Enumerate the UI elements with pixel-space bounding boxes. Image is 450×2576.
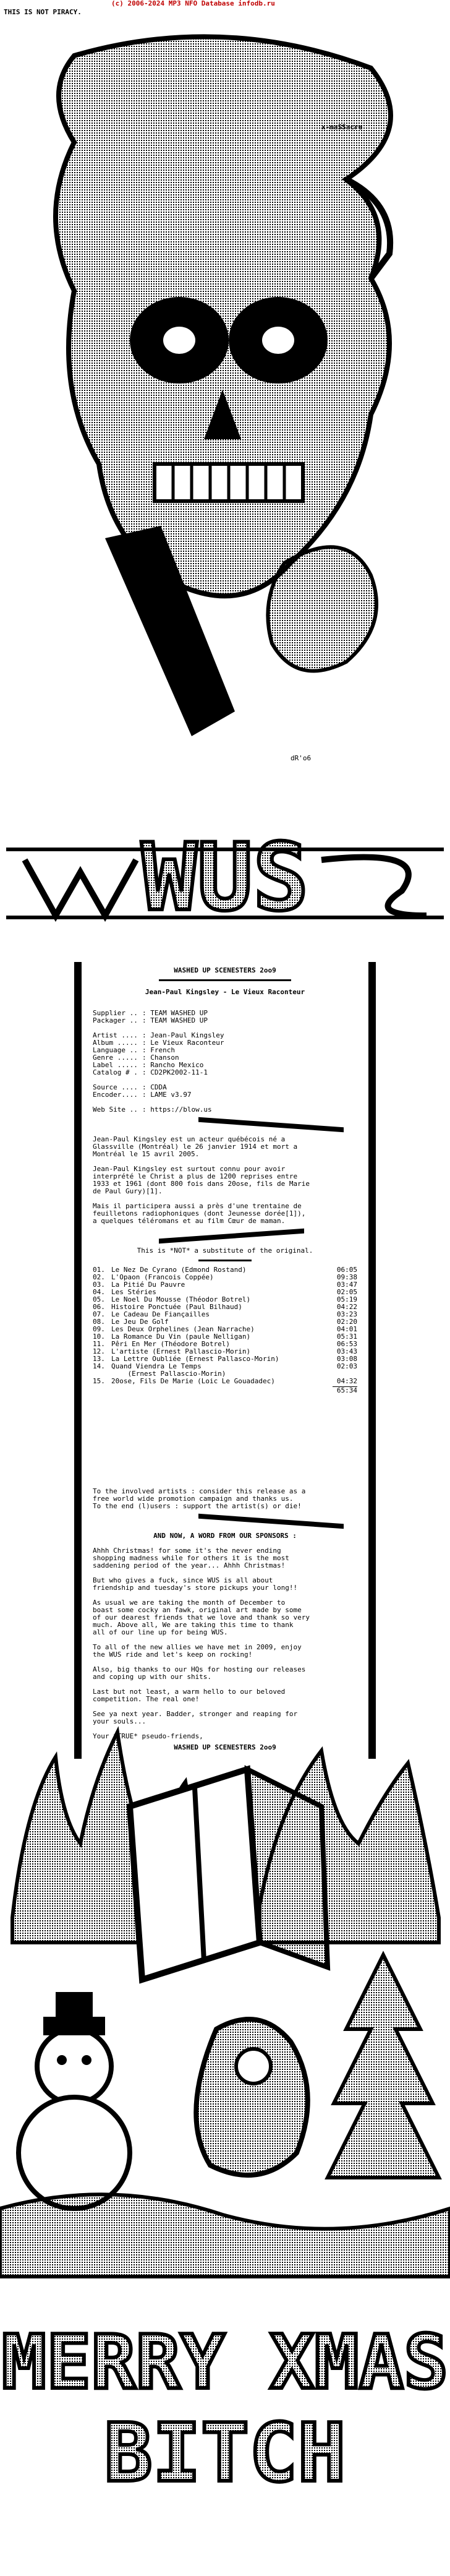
sponsors-paragraph: Ahhh Christmas! for some it's the never ending shopping madness while for others it is the most saddening period of the year... Ahhh Christmas! bbox=[93, 1547, 289, 1569]
credit-row: Supplier .. : TEAM WASHED UP bbox=[93, 1009, 208, 1017]
track-row: 15. 20ose, Fils De Marie (Loic Le Gouadadec) 04:32 bbox=[93, 1377, 357, 1385]
skull-artwork bbox=[0, 19, 450, 965]
total-time: 65:34 bbox=[336, 1386, 357, 1394]
info-block bbox=[74, 962, 376, 1488]
track-row: 14. Quand Viendra Le Temps 02:03 bbox=[93, 1362, 357, 1370]
track-row: 04. Les Stéries 02:05 bbox=[93, 1288, 357, 1296]
credit-row: Catalog # . : CD2PK2002-11-1 bbox=[93, 1068, 208, 1076]
track-row: 11. Pêri En Mer (Théodore Botrel) 06:53 bbox=[93, 1340, 357, 1348]
track-row: (Ernest Pallascio-Morin) bbox=[111, 1370, 226, 1378]
credit-row: Artist .... : Jean-Paul Kingsley bbox=[93, 1031, 224, 1039]
bio-paragraph: Mais il participera aussi a près d'une trentaine de feuilletons radiophoniques (dont Jeunesse dorée[1]), a quelques téléromans et au film Cœur de maman. bbox=[93, 1202, 306, 1225]
credit-row: Source .... : CDDA bbox=[93, 1083, 167, 1091]
bio-paragraph: Jean-Paul Kingsley est un acteur québécois né a Glassville (Montréal) le 26 janvier 1914 et mort a Montréal le 15 avril 2005. bbox=[93, 1135, 298, 1158]
bio-paragraph: Jean-Paul Kingsley est surtout connu pour avoir interprété le Christ a plus de 1200 reprises entre 1933 et 1961 (dont 800 fois dans 20ose, fils de Marie de Paul Gury)[1]. bbox=[93, 1165, 310, 1195]
track-row: 02. L'Opaon (Francois Coppée) 09:38 bbox=[93, 1273, 357, 1281]
sponsors-paragraph: But who gives a fuck, since WUS is all about friendship and tuesday's store pickups your long!! bbox=[93, 1576, 298, 1592]
sponsors-paragraph: Last but not least, a warm hello to our beloved competition. The real one! bbox=[93, 1688, 286, 1703]
divider bbox=[198, 1117, 344, 1132]
svg-text:WUS: WUS bbox=[141, 824, 309, 932]
bottom-signature: dR'o6 bbox=[291, 754, 312, 762]
sponsors-paragraph: To all of the new allies we have met in 2009, enjoy the WUS ride and let's keep on rocking! bbox=[93, 1643, 302, 1659]
wus-logo bbox=[6, 824, 444, 932]
bottom-artwork bbox=[0, 1683, 450, 2574]
credit-row: Label ..... : Rancho Mexico bbox=[93, 1061, 204, 1069]
credit-row: Language .. : French bbox=[93, 1046, 175, 1054]
divider bbox=[198, 1514, 344, 1529]
credit-row: Web Site .. : https://blow.us bbox=[93, 1106, 212, 1114]
divider bbox=[198, 1260, 252, 1261]
divider bbox=[159, 979, 291, 981]
credit-row: Genre ..... : Chanson bbox=[93, 1054, 179, 1062]
substitute-note: This is *NOT* a substitute of the original. bbox=[137, 1247, 313, 1255]
track-row: 13. La Lettre Oubliée (Ernest Pallasco-Morin) 03:08 bbox=[93, 1355, 357, 1363]
top-header bbox=[0, 0, 450, 15]
credit-row: Packager .. : TEAM WASHED UP bbox=[93, 1016, 208, 1024]
top-signature: x-maSSacre bbox=[321, 123, 363, 131]
track-row: 03. La Pitié Du Pauvre 03:47 bbox=[93, 1281, 357, 1289]
group-name: WASHED UP SCENESTERS 2oo9 bbox=[174, 966, 276, 974]
sponsors-title: AND NOW, A WORD FROM OUR SPONSORS : bbox=[153, 1532, 297, 1540]
track-row: 01. Le Nez De Cyrano (Edmond Rostand) 06:05 bbox=[93, 1266, 357, 1274]
sponsors-paragraph: As usual we are taking the month of December to boast some cocky an fawk, original art made by some of our dearest friends that we love and thank so very much. Above all, We are taking this time to thank all of our line up for being WUS. bbox=[93, 1599, 310, 1636]
track-row: 08. Le Jeu De Golf 02:20 bbox=[93, 1318, 357, 1326]
track-row: 07. Le Cadeau De Fiançailles 03:23 bbox=[93, 1310, 357, 1318]
credits-list bbox=[93, 1010, 357, 1114]
top-artwork bbox=[0, 19, 450, 965]
sponsors-paragraph: Also, big thanks to our HQs for hosting our releases and coping up with our shits. bbox=[93, 1665, 306, 1681]
track-row: 06. Histoire Ponctuée (Paul Bilhaud) 04:22 bbox=[93, 1303, 357, 1311]
notice-line: THIS IS NOT PIRACY. bbox=[4, 8, 82, 16]
footer-group: WASHED UP SCENESTERS 2oo9 bbox=[174, 1743, 276, 1751]
xmas-logo bbox=[2, 2320, 448, 2500]
track-row: 09. Les Deux Orphelines (Jean Narrache) 04:01 bbox=[93, 1325, 357, 1333]
svg-text:MERRY XMAS: MERRY XMAS bbox=[1, 2320, 449, 2406]
svg-text:BITCH: BITCH bbox=[104, 2406, 346, 2500]
divider bbox=[159, 1229, 304, 1243]
involved-note: To the involved artists : consider this release as a free world wide promotion campaign and thanks us. To the end (l)users : support the artist(s) or die! bbox=[93, 1487, 306, 1510]
xmas-artwork bbox=[0, 1683, 450, 2574]
track-row: 10. La Romance Du Vin (paule Nelligan) 05:31 bbox=[93, 1333, 357, 1341]
source-line: (c) 2006-2024 MP3 NFO Database infodb.ru bbox=[111, 0, 275, 7]
credit-row: Album ..... : Le Vieux Raconteur bbox=[93, 1039, 224, 1047]
credit-row: Encoder.... : LAME v3.97 bbox=[93, 1091, 192, 1099]
track-row: 12. L'artiste (Ernest Pallascio-Morin) 03:43 bbox=[93, 1347, 357, 1355]
sponsors-signoff: Your *TRUE* pseudo-friends, bbox=[93, 1732, 203, 1740]
release-title: Jean-Paul Kingsley - Le Vieux Raconteur bbox=[145, 988, 305, 996]
tracklist bbox=[93, 1266, 357, 1394]
sponsors-paragraph: See ya next year. Badder, stronger and reaping for your souls... bbox=[93, 1710, 298, 1725]
track-row: 05. Le Noel Du Mousse (Théodor Botrel) 05:19 bbox=[93, 1295, 357, 1303]
